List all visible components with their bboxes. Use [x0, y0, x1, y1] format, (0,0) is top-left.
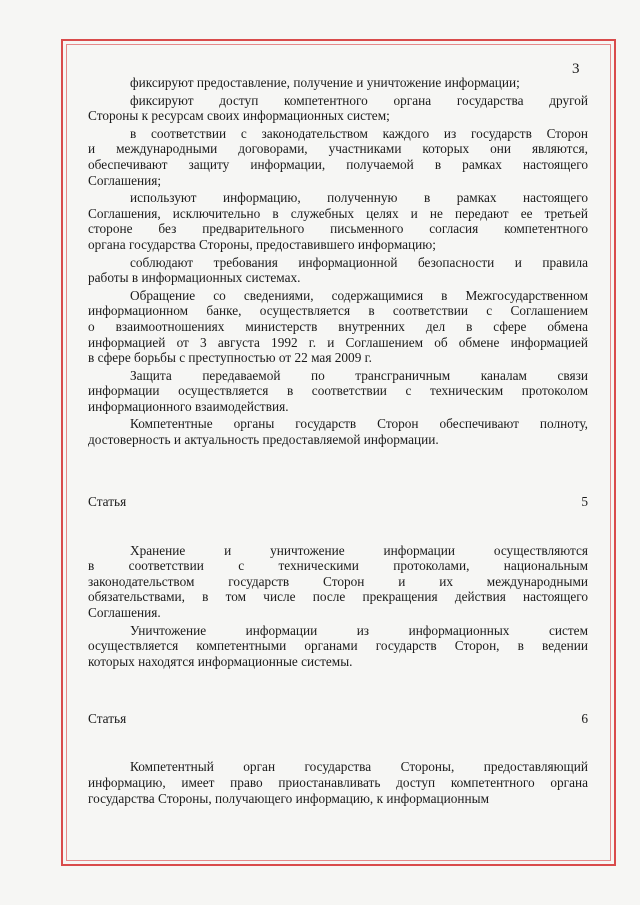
text-line: информацию, имеет право приостанавливать доступ компетентного органа: [88, 775, 588, 790]
text-line: в соответствии с законодательством каждого из государств Сторон: [130, 125, 588, 141]
text-line: которых находятся информационные системы.: [88, 653, 353, 669]
text-line: информационном банке, осуществляется в соответствии с Соглашением: [88, 303, 588, 319]
text-line: стороне без предварительного письменного согласия компетентного: [88, 221, 588, 237]
text-line: Уничтожение информации из информационных систем: [130, 622, 588, 638]
section-article-6: [88, 759, 588, 806]
text-line: Обращение со сведениями, содержащимися в Межгосударственном: [130, 287, 588, 303]
text-line: в сфере борьбы с преступностью от 22 мая 2009 г.: [88, 350, 372, 366]
text-line: обязательствами, в том числе после прекращения действия настоящего: [88, 589, 588, 605]
text-line: Соглашения, исключительно в служебных целях и не передают ее третьей: [88, 205, 588, 221]
text-line: работы в информационных системах.: [88, 270, 301, 286]
text-line: Стороны к ресурсам своих информационных систем;: [88, 108, 390, 124]
text-line: Компетентный орган государства Стороны, предоставляющий: [130, 759, 588, 775]
text-line: фиксируют доступ компетентного органа государства другой: [130, 92, 588, 108]
text-line: информацией от 3 августа 1992 г. и Соглашением об обмене информацией: [88, 334, 588, 350]
text-line: информации осуществляется в соответствии с техническим протоколом: [88, 383, 588, 399]
text-line: органа государства Стороны, предоставившего информацию;: [88, 236, 436, 252]
section-intro: [88, 75, 588, 448]
text-line: Компетентные органы государств Сторон обеспечивают полноту,: [130, 416, 588, 432]
text-line: фиксируют предоставление, получение и уничтожение информации;: [130, 75, 520, 90]
text-line: о взаимоотношениях министерств внутренних дел в сфере обмена: [88, 318, 588, 334]
document-body: [88, 75, 588, 806]
text-line: в соответствии с техническими протоколами, национальным: [88, 558, 588, 574]
page-number: 3: [572, 61, 580, 77]
text-line: Защита передаваемой по трансграничным каналам связи: [130, 367, 588, 383]
text-line: Хранение и уничтожение информации осуществляются: [130, 542, 588, 558]
article-6-heading: Статья 6: [88, 711, 588, 727]
text-line: и международными договорами, участниками которых они являются,: [88, 141, 588, 157]
text-line: соблюдают требования информационной безопасности и правила: [130, 254, 588, 270]
text-line: обеспечивают защиту информации, получаемой в рамках настоящего: [88, 156, 588, 172]
text-line: Соглашения;: [88, 172, 162, 188]
text-line: законодательством государств Сторон и их международными: [88, 573, 588, 589]
text-line: государства Стороны, получающего информацию, к информационным: [88, 790, 489, 806]
text-line: достоверность и актуальность предоставляемой информации.: [88, 432, 439, 448]
article-5-heading: Статья 5: [88, 493, 588, 509]
text-line: информационного взаимодействия.: [88, 398, 289, 414]
text-line: используют информацию, полученную в рамках настоящего: [130, 190, 588, 206]
section-article-5: [88, 543, 588, 670]
text-line: Соглашения.: [88, 605, 161, 621]
text-line: осуществляется компетентными органами государств Сторон, в ведении: [88, 638, 588, 654]
